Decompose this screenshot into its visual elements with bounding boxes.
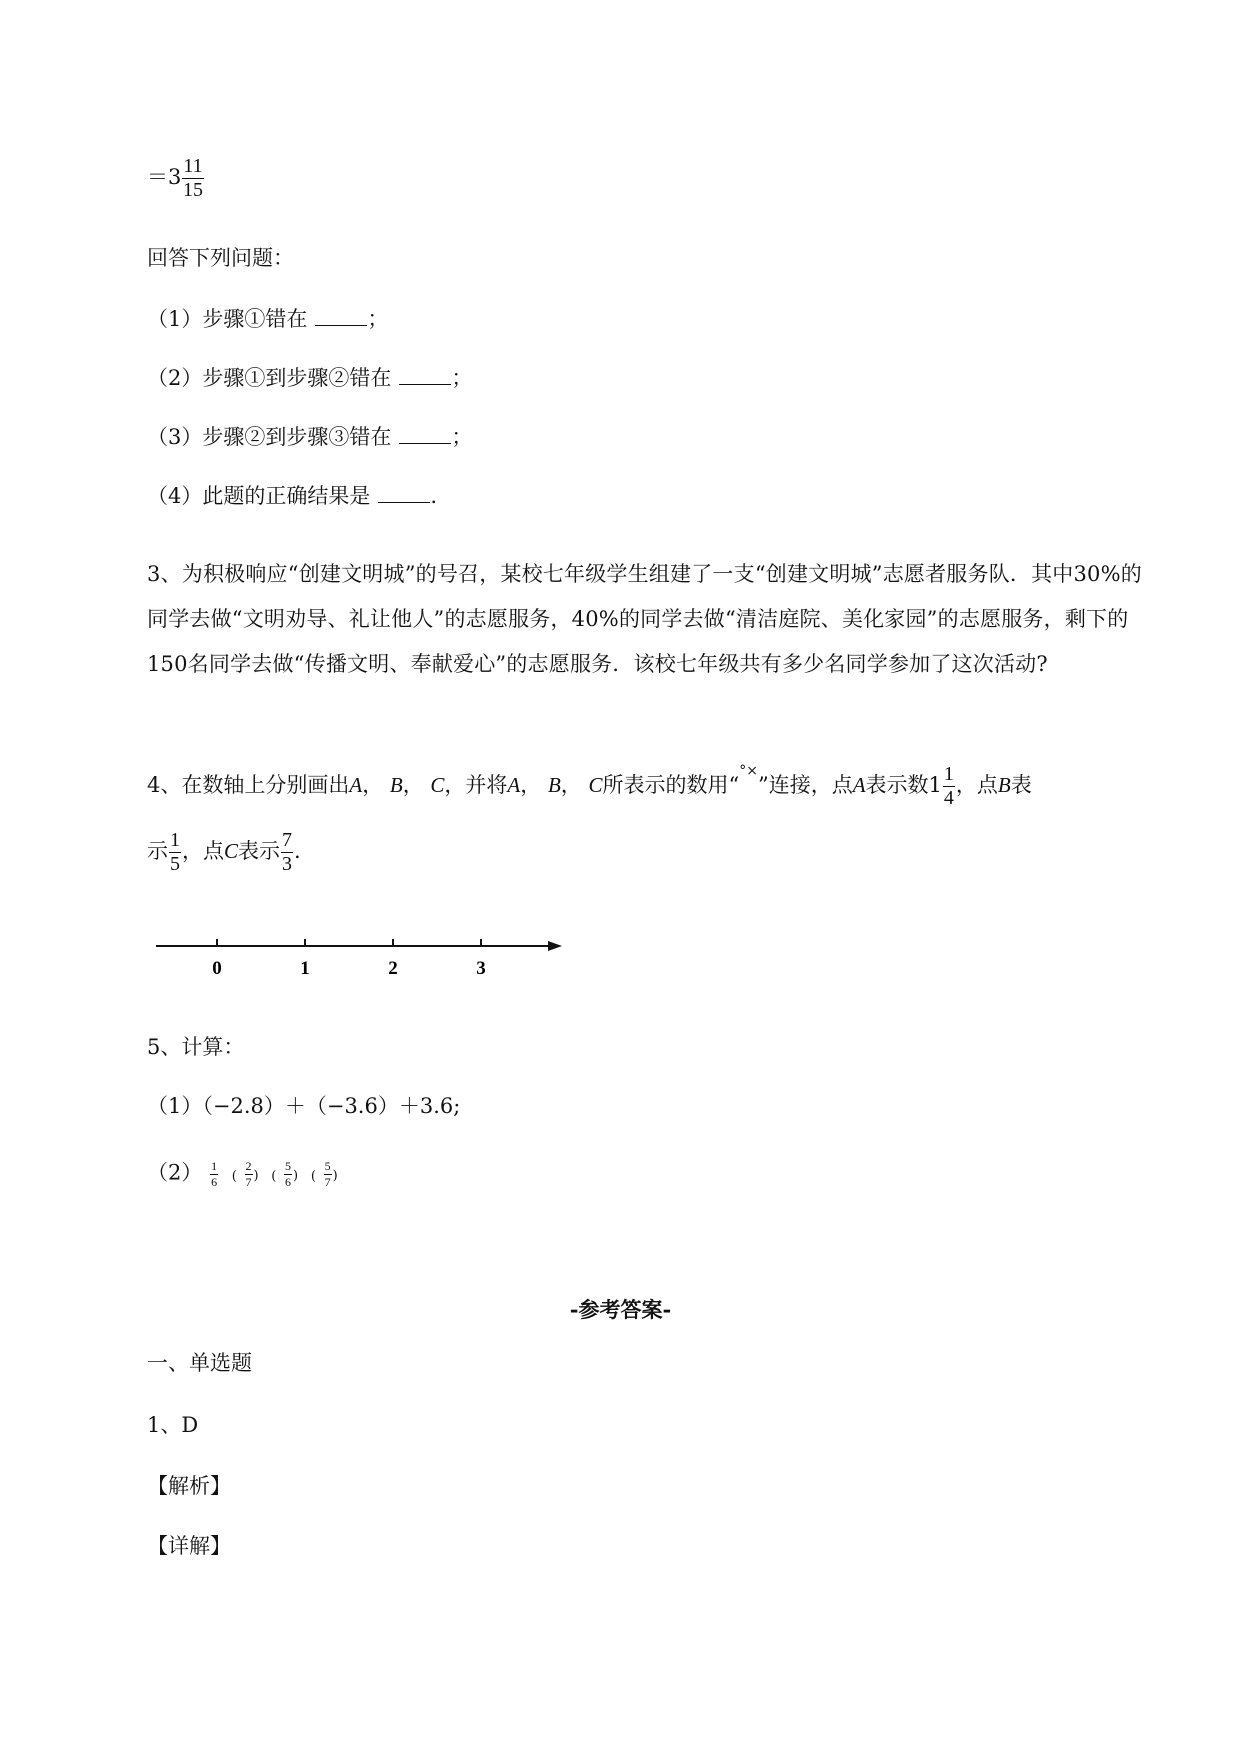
expr-fraction-4: [324, 1160, 332, 1188]
paren-fragment: ): [253, 1168, 259, 1184]
point-a-label: A: [507, 773, 521, 797]
question-4-line-1: [147, 764, 1032, 809]
point-b-label: B: [997, 773, 1011, 797]
expr-fraction-1: [210, 1160, 218, 1188]
sub-question-end: ；: [451, 425, 473, 449]
fraction-denominator: 7: [324, 1174, 331, 1189]
fraction-numerator: 1: [943, 763, 954, 785]
question-5-title: 5、计算：: [147, 1035, 245, 1059]
part-label: （2）: [147, 1160, 203, 1185]
q4-text: ”连接，点: [757, 773, 853, 797]
fraction-numerator: 1: [211, 1159, 218, 1173]
fraction-denominator: 4: [943, 787, 954, 809]
analysis-label: 【解析】: [147, 1474, 231, 1498]
point-c-label: C: [588, 773, 603, 797]
tick-label-0: 0: [212, 958, 222, 979]
q4-text: ，: [520, 773, 542, 797]
point-b-label: B: [389, 773, 403, 797]
sub-question-1: [147, 307, 388, 330]
sub-question-3: [147, 425, 472, 448]
point-a-fraction: [943, 764, 955, 809]
answer-item-1: 1、D: [147, 1413, 199, 1437]
q4-text: ，: [402, 773, 424, 797]
fraction-numerator: 2: [245, 1159, 252, 1173]
point-a-label: A: [349, 773, 363, 797]
sub-question-end: ；: [451, 366, 473, 390]
q4-text: 表示数: [865, 773, 929, 797]
q4-text: ，点: [955, 773, 998, 797]
point-b-fraction: [169, 830, 181, 875]
answer-blank[interactable]: [378, 484, 430, 503]
tick-label-1: 1: [300, 958, 310, 979]
number-line: [150, 930, 570, 980]
q4-text: ，: [362, 773, 384, 797]
sub-question-end: ；: [367, 307, 389, 331]
paren-fragment: (: [310, 1168, 316, 1184]
expr-fraction-3: [284, 1160, 292, 1188]
q4-text: 表: [1010, 773, 1032, 797]
question-5-part-2: [147, 1160, 338, 1188]
answers-heading: -参考答案-: [569, 1297, 672, 1322]
paren-fragment: (: [231, 1168, 237, 1184]
previous-result: [147, 156, 205, 201]
sub-question-2: [147, 366, 472, 389]
fraction-numerator: 1: [170, 829, 180, 851]
question-4-line-2: [147, 830, 301, 875]
comparison-symbol: °×: [739, 763, 758, 779]
answer-blank[interactable]: [399, 366, 451, 385]
question-5-part-1: （1）（−2.8）＋（−3.6）＋3.6;: [147, 1094, 461, 1118]
paren-fragment: ): [293, 1168, 299, 1184]
answer-blank[interactable]: [315, 307, 367, 326]
sub-question-text: （4）此题的正确结果是: [147, 484, 371, 508]
answer-prompt: 回答下列问题：: [147, 246, 294, 270]
point-b-label: B: [547, 773, 561, 797]
point-c-label: C: [224, 839, 239, 863]
result-prefix: ＝3: [147, 165, 182, 189]
question-3: 3、为积极响应“创建文明城”的号召，某校七年级学生组建了一支“创建文明城”志愿者服务队．其中30%的同学去做“文明劝导、礼让他人”的志愿服务，40%的同学去做“清洁庭院、美化家园”的志愿服务，剩下的150名同学去做“传播文明、奉献爱心”的志愿服务．该校七年级共有多少名同学参加了这次活动?: [147, 562, 1142, 676]
tick-label-3: 3: [476, 958, 486, 979]
q4-text: 所表示的数用“: [602, 773, 740, 797]
result-fraction: [182, 156, 203, 201]
q4-text: ，: [560, 773, 582, 797]
sub-question-4: [147, 484, 437, 507]
q4-text: ，并将: [444, 773, 508, 797]
detail-label: 【详解】: [147, 1534, 231, 1558]
sub-question-text: （2）步骤①到步骤②错在: [147, 366, 392, 390]
fraction-denominator: 3: [282, 853, 293, 875]
fraction-numerator: 5: [324, 1159, 331, 1173]
fraction-denominator: 15: [183, 179, 203, 201]
q4-text: ，点: [182, 839, 224, 863]
q4-text: 示: [147, 839, 168, 863]
fraction-numerator: 7: [282, 829, 293, 851]
paren-fragment: ): [332, 1168, 338, 1184]
fraction-numerator: 5: [285, 1159, 292, 1173]
fraction-denominator: 6: [285, 1174, 292, 1189]
point-c-label: C: [430, 773, 445, 797]
sub-question-text: （1）步骤①错在: [147, 307, 308, 331]
sub-question-text: （3）步骤②到步骤③错在: [147, 425, 392, 449]
section-title: 一、单选题: [147, 1351, 252, 1375]
mixed-number-whole: 1: [928, 773, 942, 797]
fraction-denominator: 7: [245, 1174, 252, 1189]
number-line-arrow: [548, 941, 562, 951]
tick-label-2: 2: [388, 958, 398, 979]
point-a-label: A: [852, 773, 866, 797]
answer-blank[interactable]: [399, 425, 451, 444]
sub-question-end: .: [430, 484, 438, 508]
q4-text: .: [294, 839, 301, 863]
q4-text: 4、在数轴上分别画出: [147, 773, 350, 797]
q4-text: 表示: [238, 839, 281, 863]
paren-fragment: (: [271, 1168, 277, 1184]
point-c-fraction: [281, 830, 293, 875]
fraction-denominator: 6: [211, 1174, 218, 1189]
expr-fraction-2: [245, 1160, 253, 1188]
fraction-denominator: 5: [170, 853, 180, 875]
fraction-numerator: 11: [183, 155, 203, 177]
